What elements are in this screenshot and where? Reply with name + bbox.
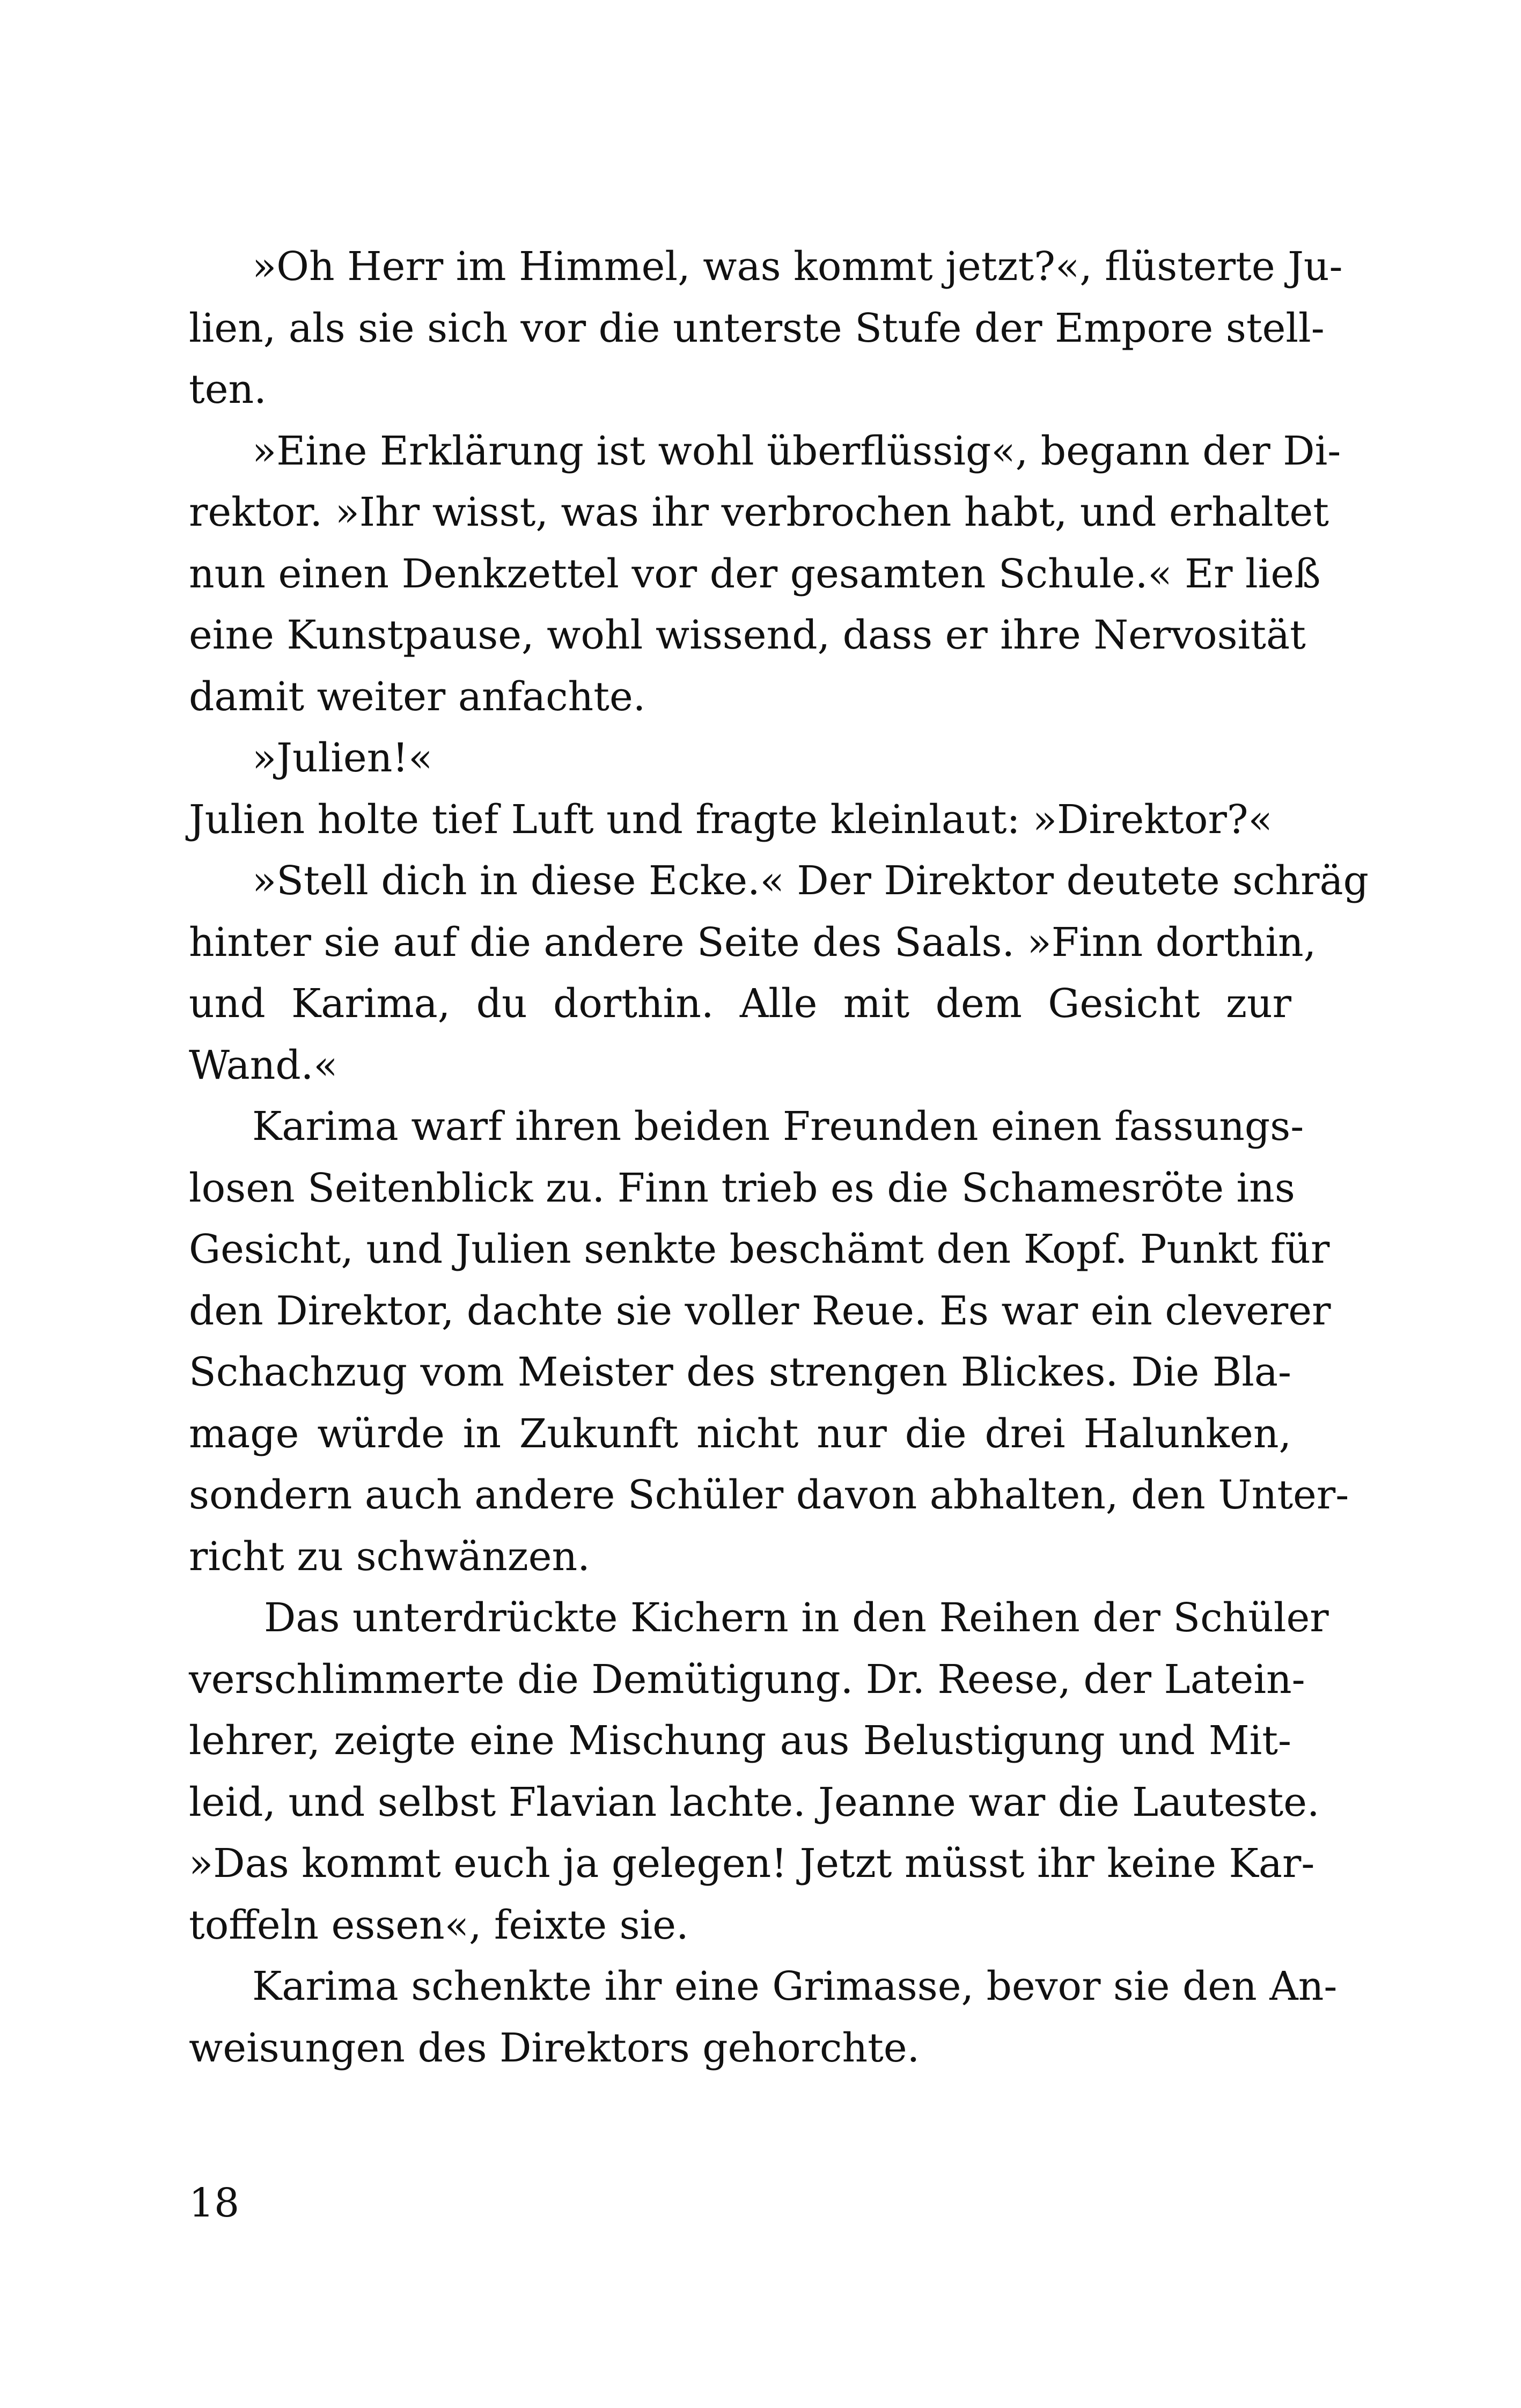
text-line: eine Kunstpause, wohl wissend, dass er ihre Nervosität	[189, 612, 1306, 658]
text-line: verschlimmerte die Demütigung. Dr. Reese, der Latein-	[189, 1656, 1305, 1703]
text-line: damit weiter anfachte.	[189, 673, 646, 720]
text-line: den Direktor, dachte sie voller Reue. Es war ein cleverer	[189, 1287, 1331, 1334]
text-line: toffeln essen«, feixte sie.	[189, 1902, 689, 1948]
text-line: lehrer, zeigte eine Mischung aus Belustigung und Mit-	[189, 1718, 1291, 1764]
page-number: 18	[189, 2180, 240, 2226]
text-line: und Karima, du dorthin. Alle mit dem Gesicht zur	[189, 981, 1291, 1027]
text-line: richt zu schwänzen.	[189, 1533, 590, 1580]
text-line: nun einen Denkzettel vor der gesamten Schule.« Er ließ	[189, 550, 1321, 597]
text-line: leid, und selbst Flavian lachte. Jeanne war die Lauteste.	[189, 1779, 1320, 1825]
text-line: »Eine Erklärung ist wohl überflüssig«, begann der Di-	[252, 428, 1341, 474]
text-line: weisungen des Direktors gehorchte.	[189, 2024, 920, 2071]
text-line: »Das kommt euch ja gelegen! Jetzt müsst ihr keine Kar-	[189, 1840, 1315, 1887]
text-line: »Oh Herr im Himmel, was kommt jetzt?«, flüsterte Ju-	[252, 244, 1343, 290]
text-line: mage würde in Zukunft nicht nur die drei Halunken,	[189, 1410, 1291, 1457]
text-line: lien, als sie sich vor die unterste Stufe der Empore stell-	[189, 305, 1325, 351]
text-line: sondern auch andere Schüler davon abhalten, den Unter-	[189, 1472, 1349, 1518]
body-text	[189, 236, 1369, 2079]
text-line: Wand.«	[189, 1042, 338, 1088]
text-line: Julien holte tief Luft und fragte kleinlaut: »Direktor?«	[189, 796, 1273, 843]
text-line: rektor. »Ihr wisst, was ihr verbrochen habt, und erhaltet	[189, 489, 1329, 535]
text-line: Das unterdrückte Kichern in den Reihen der Schüler	[264, 1595, 1329, 1641]
text-line: losen Seitenblick zu. Finn trieb es die Schamesröte ins	[189, 1165, 1295, 1211]
text-line: Karima schenkte ihr eine Grimasse, bevor sie den An-	[252, 1963, 1338, 2009]
text-line: hinter sie auf die andere Seite des Saals. »Finn dorthin,	[189, 919, 1317, 966]
text-line: »Julien!«	[252, 735, 433, 781]
text-line: ten.	[189, 366, 267, 413]
text-line: »Stell dich in diese Ecke.« Der Direktor deutete schräg	[252, 858, 1369, 904]
text-line: Schachzug vom Meister des strengen Blickes. Die Bla-	[189, 1349, 1291, 1395]
text-line: Gesicht, und Julien senkte beschämt den Kopf. Punkt für	[189, 1226, 1330, 1272]
text-line: Karima warf ihren beiden Freunden einen fassungs-	[252, 1103, 1304, 1150]
